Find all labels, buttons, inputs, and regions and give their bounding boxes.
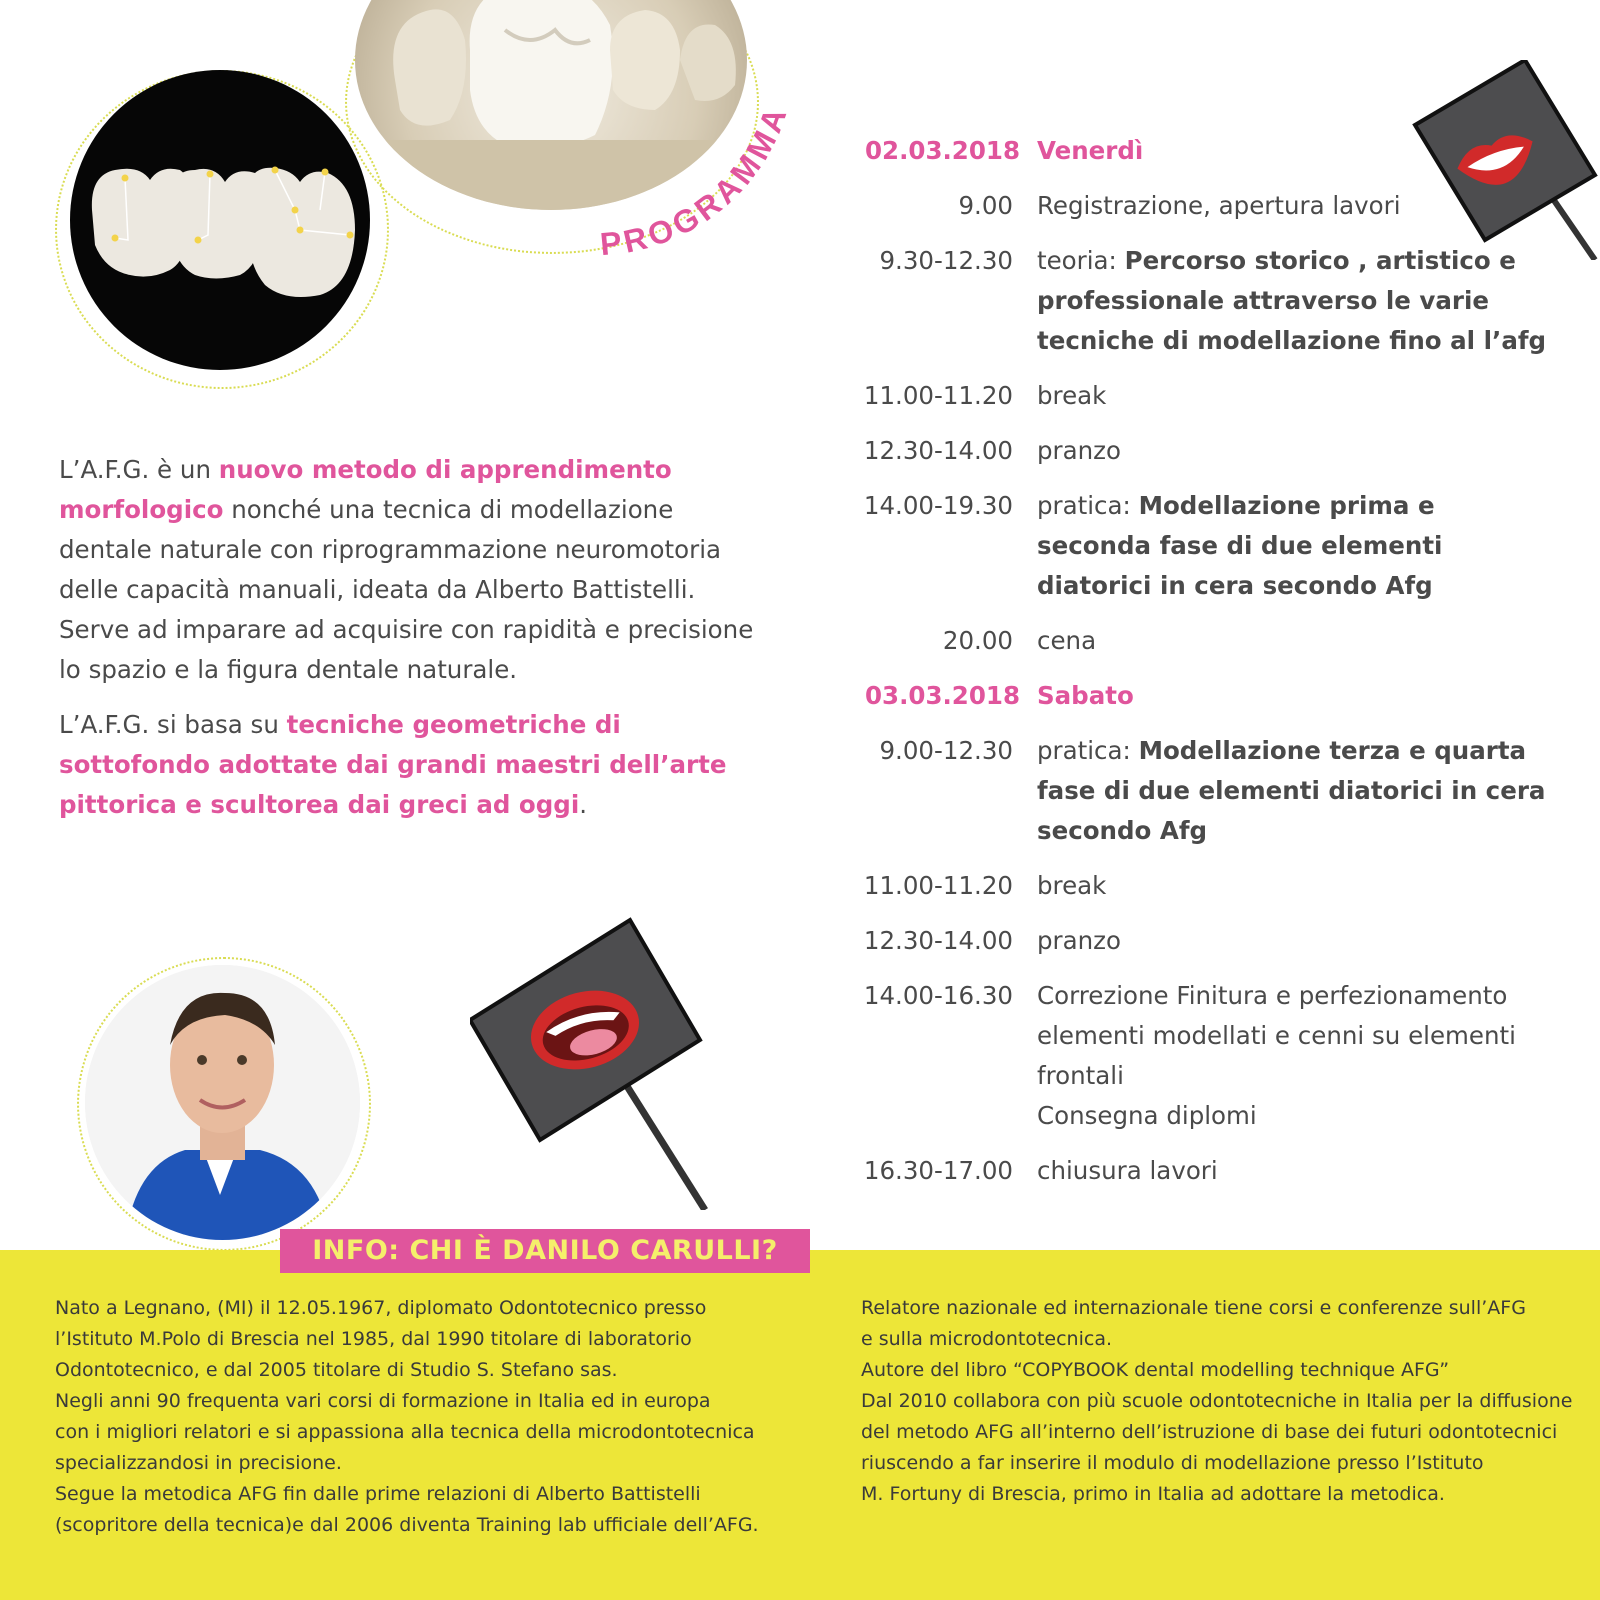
bio-line: Relatore nazionale ed internazionale tiene corsi e conferenze sull’AFG — [861, 1297, 1526, 1319]
bio-line: Dal 2010 collabora con più scuole odontotecniche in Italia per la diffusione — [861, 1390, 1573, 1412]
activity-text: cena — [1037, 626, 1097, 655]
activity-type: pratica: — [1037, 491, 1139, 520]
bio-line: Autore del libro “COPYBOOK dental modelling technique AFG” — [861, 1359, 1450, 1381]
intro-text — [59, 450, 759, 840]
schedule-time: 9.30-12.30 — [879, 246, 1013, 275]
bio-line: M. Fortuny di Brescia, primo in Italia ad adottare la metodica. — [861, 1483, 1445, 1505]
schedule-activity — [1037, 731, 1557, 851]
schedule-row — [830, 866, 1570, 906]
schedule-time: 11.00-11.20 — [863, 381, 1013, 410]
activity-text: pranzo — [1037, 926, 1122, 955]
bio-right — [861, 1293, 1576, 1510]
schedule-time: 12.30-14.00 — [863, 436, 1013, 465]
day-date: 03.03.2018 — [865, 681, 1020, 710]
activity-type: pratica: — [1037, 736, 1139, 765]
bio-line: specializzandosi in precisione. — [55, 1452, 342, 1474]
activity-extra: Consegna diplomi — [1037, 1101, 1257, 1130]
intro-text-plain: L’A.F.G. è un — [59, 455, 219, 484]
schedule-activity — [1037, 866, 1557, 906]
intro-paragraph-2 — [59, 705, 759, 825]
activity-title: Modellazione prima e seconda fase di due elementi diatorici in cera secondo Afg — [1037, 491, 1443, 600]
schedule-time: 9.00 — [958, 191, 1013, 220]
schedule-time: 11.00-11.20 — [863, 871, 1013, 900]
schedule-row — [830, 486, 1570, 606]
info-title: INFO: CHI È DANILO CARULLI? — [280, 1229, 810, 1273]
activity-type: teoria: — [1037, 246, 1125, 275]
schedule-activity — [1037, 976, 1557, 1136]
schedule-time: 20.00 — [942, 626, 1013, 655]
activity-text: chiusura lavori — [1037, 1156, 1218, 1185]
schedule-row — [830, 1151, 1570, 1191]
svg-text:PROGRAMMA — [599, 100, 795, 255]
schedule-time: 14.00-16.30 — [863, 981, 1013, 1010]
schedule-row — [830, 921, 1570, 961]
crowns-photo — [70, 70, 370, 370]
schedule-time: 16.30-17.00 — [863, 1156, 1013, 1185]
schedule-activity — [1037, 486, 1557, 606]
activity-text: break — [1037, 381, 1107, 410]
bio-line: Negli anni 90 frequenta vari corsi di formazione in Italia ed in europa — [55, 1390, 711, 1412]
activity-title: Modellazione terza e quarta fase di due elementi diatorici in cera secondo Afg — [1037, 736, 1546, 845]
schedule-time: 9.00-12.30 — [879, 736, 1013, 765]
lips-sign-bottom — [470, 910, 715, 1210]
bio-left — [55, 1293, 775, 1541]
schedule-row — [830, 621, 1570, 661]
day-label: Sabato — [1037, 681, 1134, 710]
lips-sign-top — [1410, 60, 1600, 260]
bio-line: Segue la metodica AFG fin dalle prime relazioni di Alberto Battistelli — [55, 1483, 701, 1505]
schedule-row — [830, 431, 1570, 471]
bio-line: (scopritore della tecnica)e dal 2006 diventa Training lab ufficiale dell’AFG. — [55, 1514, 759, 1536]
activity-text: break — [1037, 871, 1107, 900]
intro-paragraph-1 — [59, 450, 759, 690]
schedule-activity — [1037, 1151, 1557, 1191]
bio-line: riuscendo a far inserire il modulo di modellazione presso l’Istituto — [861, 1452, 1484, 1474]
day-date: 02.03.2018 — [865, 136, 1020, 165]
activity-text: Correzione Finitura e perfezionamento elementi modellati e cenni su elementi frontali — [1037, 981, 1516, 1090]
schedule-activity — [1037, 621, 1557, 661]
bio-line: e sulla microdontotecnica. — [861, 1328, 1112, 1350]
activity-title: Percorso storico , artistico e professionale attraverso le varie tecniche di modellazione fino al l’afg — [1037, 246, 1547, 355]
activity-text: pranzo — [1037, 436, 1122, 465]
bio-line: l’Istituto M.Polo di Brescia nel 1985, dal 1990 titolare di laboratorio — [55, 1328, 692, 1350]
portrait-photo — [85, 965, 360, 1240]
bio-line: Odontotecnico, e dal 2005 titolare di Studio S. Stefano sas. — [55, 1359, 618, 1381]
schedule-row — [830, 731, 1570, 851]
schedule-activity — [1037, 431, 1557, 471]
activity-text: Registrazione, apertura lavori — [1037, 191, 1401, 220]
bio-line: del metodo AFG all’interno dell’istruzione di base dei futuri odontotecnici — [861, 1421, 1558, 1443]
programma-heading — [595, 55, 795, 255]
intro-text-plain: . — [579, 790, 588, 819]
programma-label: PROGRAMMA — [598, 99, 795, 255]
intro-text-plain: L’A.F.G. si basa su — [59, 710, 287, 739]
day-label: Venerdì — [1037, 136, 1144, 165]
schedule-activity — [1037, 921, 1557, 961]
bio-line: Nato a Legnano, (MI) il 12.05.1967, diplomato Odontotecnico presso — [55, 1297, 707, 1319]
schedule-row — [830, 376, 1570, 416]
schedule-time: 14.00-19.30 — [863, 491, 1013, 520]
intro-highlight: tecniche geometriche di sottofondo adottate dai grandi maestri dell’arte pittorica e scultorea dai greci ad oggi — [59, 710, 727, 819]
schedule-activity — [1037, 376, 1557, 416]
schedule-time: 12.30-14.00 — [863, 926, 1013, 955]
schedule — [830, 131, 1570, 1206]
schedule-row — [830, 976, 1570, 1136]
day-header-2 — [830, 676, 1570, 716]
intro-text-plain: nonché una tecnica di modellazione dentale naturale con riprogrammazione neuromotoria delle capacità manuali, ideata da Alberto Battistelli. Serve ad imparare ad acquisire con rapidità e precisione lo spazio e la figura dentale naturale. — [59, 495, 754, 684]
bio-line: con i migliori relatori e si appassiona alla tecnica della microdontotecnica — [55, 1421, 755, 1443]
intro-highlight: nuovo metodo di apprendimento morfologico — [59, 455, 672, 524]
